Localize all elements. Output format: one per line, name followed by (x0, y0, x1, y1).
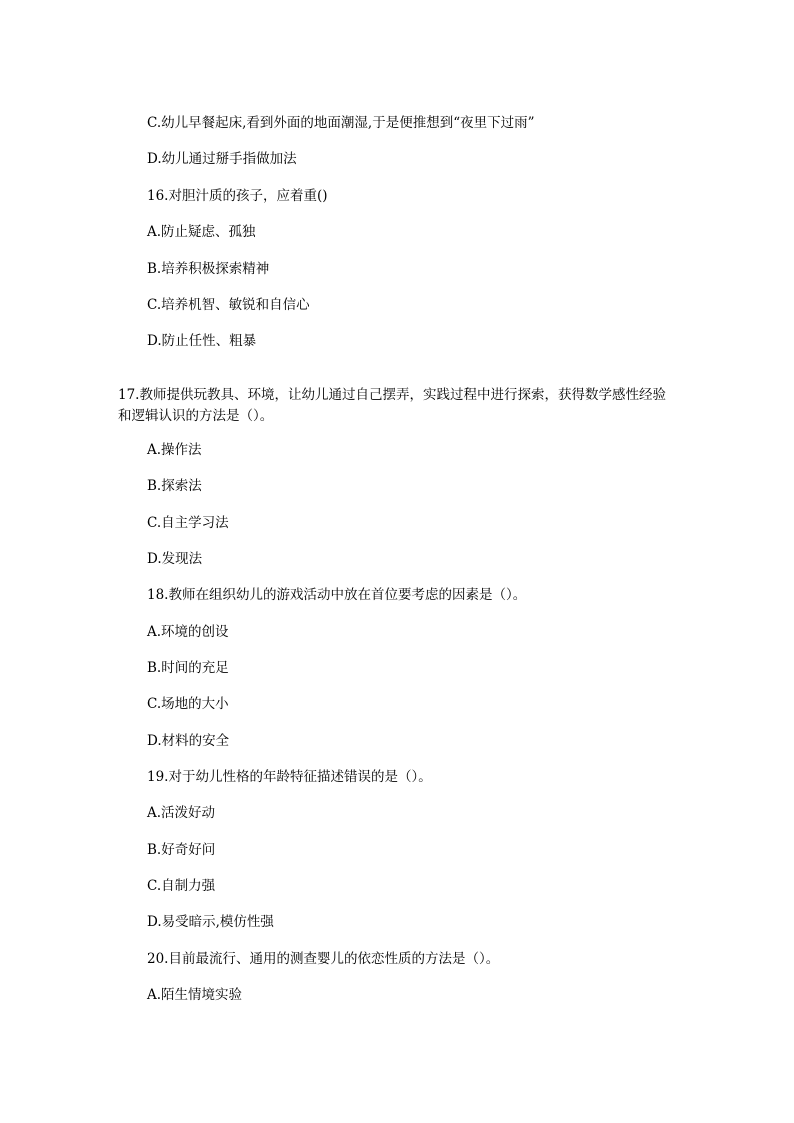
q17-option-a: A.操作法 (147, 442, 202, 458)
q18-option-a: A.环境的创设 (147, 624, 229, 640)
q17-stem: 17.教师提供玩教具、环境，让幼儿通过自己摆弄，实践过程中进行探索，获得数学感性经验和逻辑认识的方法是（）。 (118, 387, 666, 424)
q15-option-c: C.幼儿早餐起床,看到外面的地面潮湿,于是便推想到“夜里下过雨” (147, 115, 535, 131)
q17-option-c: C.自主学习法 (147, 515, 229, 531)
q18-option-c: C.场地的大小 (147, 696, 229, 712)
q16-stem: 16.对胆汁质的孩子，应着重() (147, 188, 328, 204)
q16-option-a: A.防止疑虑、孤独 (147, 224, 256, 240)
q19-option-b: B.好奇好问 (147, 842, 216, 858)
q19-option-a: A.活泼好动 (147, 805, 216, 821)
q18-option-b: B.时间的充足 (147, 660, 229, 676)
q17-option-b: B.探索法 (147, 478, 202, 494)
q20-stem: 20.目前最流行、通用的测查婴儿的依恋性质的方法是（）。 (147, 951, 500, 967)
q16-option-d: D.防止任性、粗暴 (147, 333, 257, 349)
q19-option-c: C.自制力强 (147, 878, 216, 894)
q17-option-d: D.发现法 (147, 551, 203, 567)
q16-option-b: B.培养积极探索精神 (147, 261, 270, 277)
q19-stem: 19.对于幼儿性格的年龄特征描述错误的是（）。 (147, 769, 432, 785)
q20-option-a: A.陌生情境实验 (147, 987, 243, 1003)
q19-option-d: D.易受暗示,模仿性强 (147, 914, 274, 930)
q18-stem: 18.教师在组织幼儿的游戏活动中放在首位要考虑的因素是（）。 (147, 587, 527, 603)
q18-option-d: D.材料的安全 (147, 733, 230, 749)
q15-option-d: D.幼儿通过掰手指做加法 (147, 151, 297, 167)
q16-option-c: C.培养机智、敏锐和自信心 (147, 297, 310, 313)
